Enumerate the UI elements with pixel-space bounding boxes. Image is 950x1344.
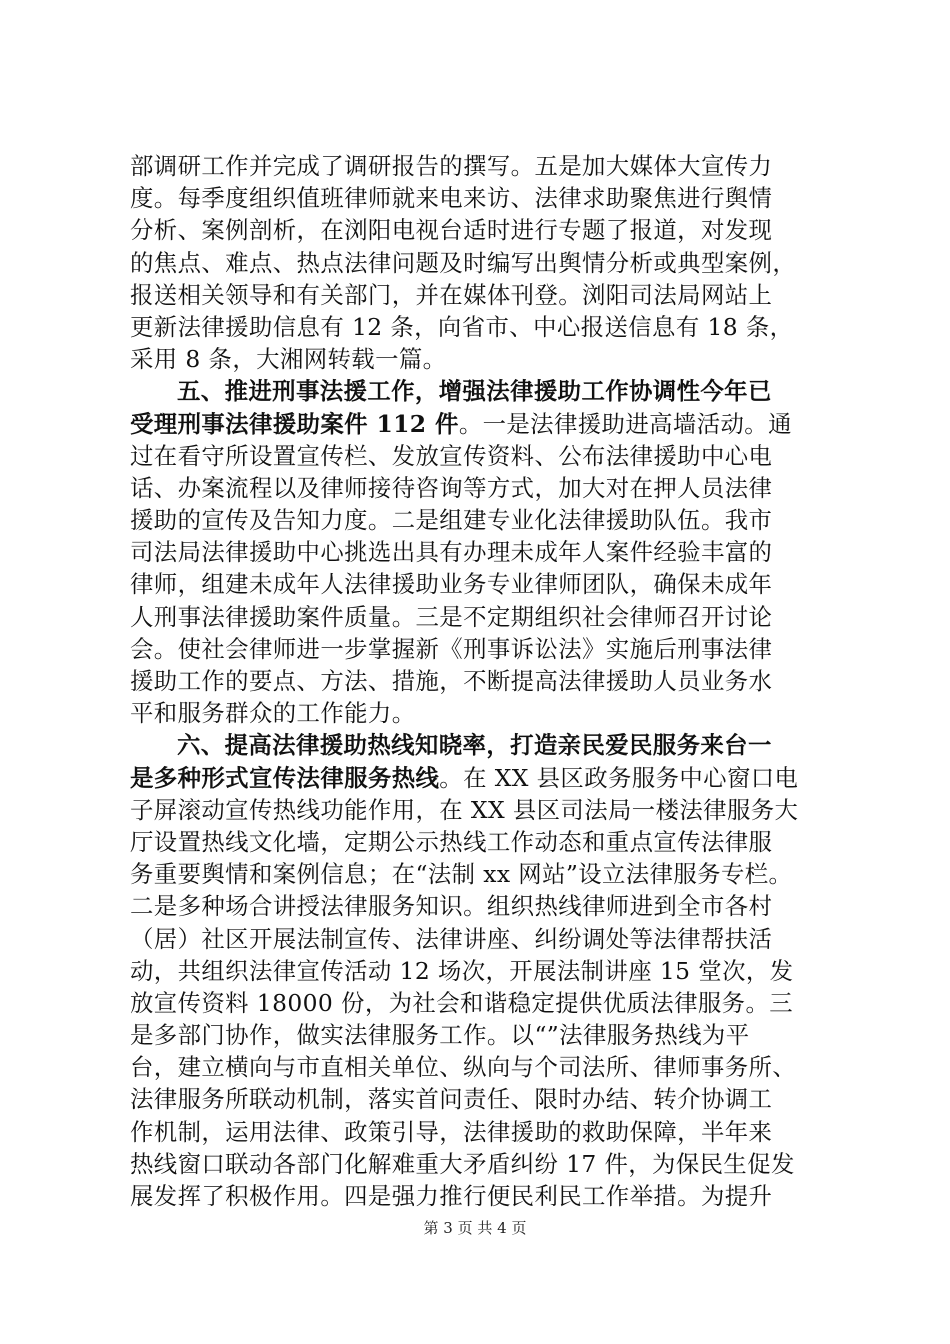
- section-heading-6-continued: 是多种形式宣传法律服务热线: [130, 763, 440, 792]
- section-heading-5-continued: 受理刑事法律援助案件 112 件: [130, 409, 459, 438]
- text-run: 。一是法律援助进高墙活动。通: [458, 409, 792, 438]
- text-line: （居）社区开展法制宣传、法律讲座、纠纷调处等法律帮扶活: [130, 924, 773, 953]
- text-run: 。在 XX 县区政务服务中心窗口电: [439, 763, 799, 792]
- text-line: [130, 408, 830, 440]
- text-line: 作机制，运用法律、政策引导，法律援助的救助保障，半年来: [130, 1117, 773, 1146]
- text-line: 务重要舆情和案例信息；在“法制 xx 网站”设立法律服务专栏。: [130, 860, 793, 889]
- section-heading-6: 六、提高法律援助热线知晓率，打造亲民爱民服务来台一: [177, 731, 772, 760]
- text-line: 展发挥了积极作用。四是强力推行便民利民工作举措。为提升: [130, 1182, 773, 1210]
- text-line: 报送相关领导和有关部门，并在媒体刊登。浏阳司法局网站上: [130, 280, 773, 309]
- text-line: 分析、案例剖析，在浏阳电视台适时进行专题了报道，对发现: [130, 216, 773, 245]
- text-line: 动，共组织法律宣传活动 12 场次，开展法制讲座 15 堂次，发: [130, 956, 794, 985]
- document-body: [130, 150, 830, 1212]
- text-line: 人刑事法律援助案件质量。三是不定期组织社会律师召开讨论: [130, 602, 773, 631]
- paragraph-2: [130, 375, 830, 729]
- text-line: 平和服务群众的工作能力。: [130, 699, 416, 728]
- text-line: 司法局法律援助中心挑选出具有办理未成年人案件经验丰富的: [130, 538, 773, 567]
- text-line: 二是多种场合讲授法律服务知识。组织热线律师进到全市各村: [130, 892, 773, 921]
- text-line: 子屏滚动宣传热线功能作用，在 XX 县区司法局一楼法律服务大: [130, 795, 799, 824]
- text-line: 援助的宣传及告知力度。二是组建专业化法律援助队伍。我市: [130, 506, 773, 535]
- text-line: 律师，组建未成年人法律援助业务专业律师团队，确保未成年: [130, 570, 773, 599]
- text-line: 热线窗口联动各部门化解难重大矛盾纠纷 17 件，为保民生促发: [130, 1149, 795, 1178]
- section-heading-5: 五、推进刑事法援工作，增强法律援助工作协调性今年已: [177, 377, 772, 406]
- text-line: 部调研工作并完成了调研报告的撰写。五是加大媒体大宣传力: [130, 152, 773, 180]
- text-line: 度。每季度组织值班律师就来电来访、法律求助聚焦进行舆情: [130, 184, 773, 213]
- text-line: 采用 8 条，大湘网转载一篇。: [130, 345, 447, 374]
- text-line: 话、办案流程以及律师接待咨询等方式，加大对在押人员法律: [130, 473, 773, 502]
- text-line: 法律服务所联动机制，落实首问责任、限时办结、转介协调工: [130, 1085, 773, 1114]
- text-line: [130, 762, 830, 794]
- paragraph-3: [130, 729, 830, 1212]
- text-line: 厅设置热线文化墙，定期公示热线工作动态和重点宣传法律服: [130, 827, 773, 856]
- text-line: 更新法律援助信息有 12 条，向省市、中心报送信息有 18 条，: [130, 312, 794, 341]
- text-line: 放宣传资料 18000 份，为社会和谐稳定提供优质法律服务。三: [130, 988, 794, 1017]
- text-line: 的焦点、难点、热点法律问题及时编写出舆情分析或典型案例，: [130, 248, 797, 277]
- paragraph-1: [130, 150, 830, 375]
- page-number-footer: 第 3 页 共 4 页: [423, 1219, 527, 1237]
- text-line: 是多部门协作，做实法律服务工作。以“”法律服务热线为平: [130, 1021, 750, 1050]
- text-line: 援助工作的要点、方法、措施，不断提高法律援助人员业务水: [130, 667, 773, 695]
- text-line: 会。使社会律师进一步掌握新《刑事诉讼法》实施后刑事法律: [130, 634, 773, 663]
- text-line: 台，建立横向与市直相关单位、纵向与个司法所、律师事务所、: [130, 1053, 797, 1082]
- text-line: 过在看守所设置宣传栏、发放宣传资料、公布法律援助中心电: [130, 441, 773, 470]
